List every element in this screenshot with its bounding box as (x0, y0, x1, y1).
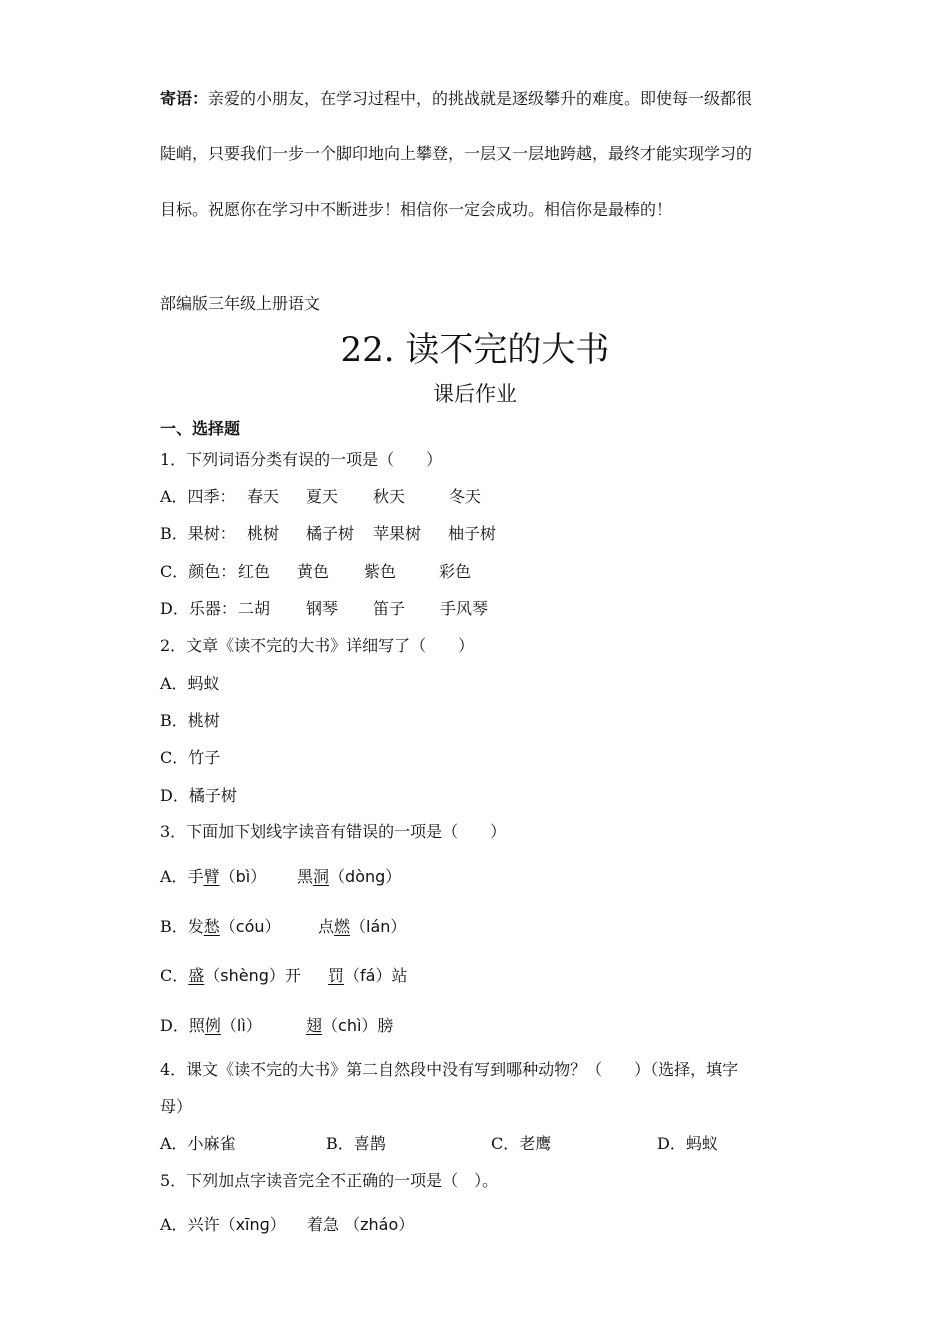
intro-label: 寄语： (160, 89, 209, 108)
intro-line-3: 目标。祝愿你在学习中不断进步！相信你一定会成功。相信你是最棒的！ (160, 200, 673, 219)
q5-stem: 5．下列加点字读音完全不正确的一项是（ ）。 (160, 1171, 499, 1190)
q5-option-a: A．兴许（xīnɡ） 着急 （zháo） (160, 1215, 415, 1234)
q4-stem-line-2: 母） (160, 1097, 193, 1116)
q2-stem: 2．文章《读不完的大书》详细写了（ ） (160, 636, 475, 655)
page-title: 22. 读不完的大书 (340, 330, 610, 370)
q2-option-b: B．桃树 (160, 711, 220, 730)
q3-stem: 3．下面加下划线字读音有错误的一项是（ ） (160, 822, 507, 841)
q3-option-d: D．照例（lì） 翅（chì）膀 (160, 1016, 394, 1035)
q3-option-c: C．盛（shèng）开 罚（fá）站 (160, 966, 408, 985)
q2-option-a: A．蚂蚁 (160, 674, 220, 693)
q4-option-c: C．老鹰 (491, 1134, 552, 1153)
q4-option-a: A．小麻雀 (160, 1134, 236, 1153)
grade-label: 部编版三年级上册语文 (160, 294, 321, 313)
intro-line-1 (160, 89, 752, 108)
q2-option-c: C．竹子 (160, 748, 221, 767)
section-heading: 一、选择题 (160, 419, 241, 438)
q3-option-b: B．发愁（cóu） 点燃（lán） (160, 917, 407, 936)
q4-option-b: B．喜鹊 (326, 1134, 386, 1153)
page-subtitle: 课后作业 (433, 382, 517, 406)
q1-stem: 1．下列词语分类有误的一项是（ ） (160, 450, 443, 469)
q3-option-a: A．手臂（bì） 黑洞（dòng） (160, 867, 402, 886)
intro-line-2: 陡峭，只要我们一步一个脚印地向上攀登，一层又一层地跨越，最终才能实现学习的 (160, 144, 753, 163)
q4-stem-line-1: 4．课文《读不完的大书》第二自然段中没有写到哪种动物？（ ）（选择，填字 (160, 1060, 739, 1079)
intro-text-1: 亲爱的小朋友，在学习过程中，的挑战就是逐级攀升的难度。即使每一级都很 (208, 89, 753, 108)
worksheet-page: 寄语：亲爱的小朋友，在学习过程中，的挑战就是逐级攀升的难度。即使每一级都很 陡峭，只要我们一步一个脚印地向上攀登，一层又一层地跨越，最终才能实现学习的 目标。祝愿你在学习中不断进步！相信你一定会成功。相信你是最棒的！ 部编版三年级上册语文 22. 读不完的大书 课后作业 一、选择题 1．下列词语分类有误的一项是（ ） A．四季： 春天 夏天 秋天 冬天 B．果树： 桃树 橘子树 苹果树 柚子树 C．颜色： 红色 黄色 紫色 彩色 D．乐器： 二胡 钢琴 笛子 手风琴 2．文章《读不完的大书》详细写了（ ） A．蚂蚁 B．桃树 C．竹子 D．橘子树 3．下面加下划线字读音有错误的一项是（ ） A．手臂（bì） 黑洞（dòng） B．发愁（cóu） 点燃（lán） C．盛（shèng）开 罚（fá）站 D．照例（lì） 翅（chì）膀 4．课文《读不完的大书》第二自然段中没有写到哪种动物？（ ）（选择，填字 母） A．小麻雀 B．喜鹊 C．老鹰 D．蚂蚁 5．下列加点字读音完全不正确的一项是（ ）。 A．兴许（xīnɡ） 着急 （zháo） (0, 0, 950, 1344)
q4-option-d: D．蚂蚁 (657, 1134, 718, 1153)
q2-option-d: D．橘子树 (160, 786, 237, 805)
